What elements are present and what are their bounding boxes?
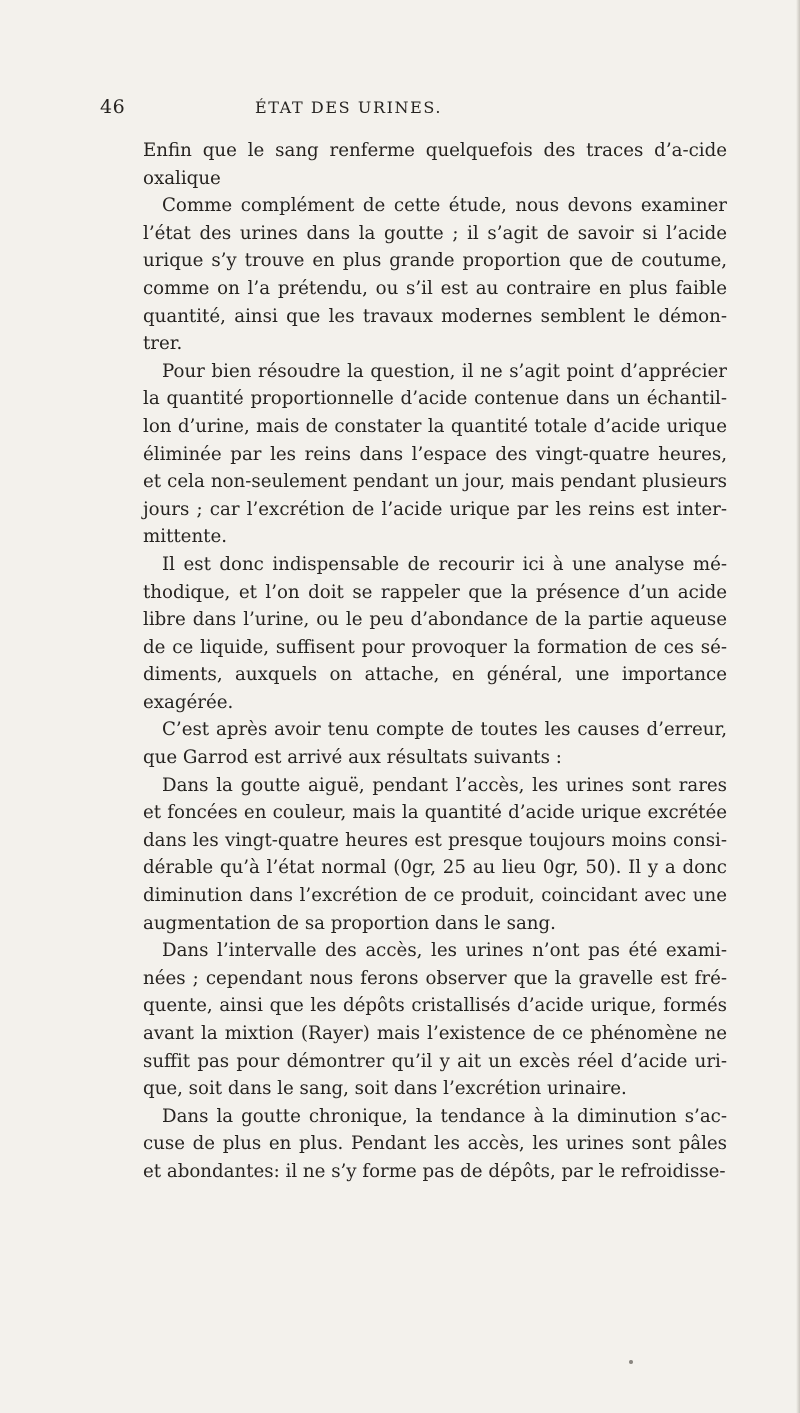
paragraph-chronic-gout: Dans la goutte chronique, la tendance à la diminution s’ac-cuse de plus en plus. Pendant les accès, les urines sont pâles et abondantes: il ne s’y forme pas de dépôts, par le refroidisse- <box>143 1105 727 1182</box>
paragraph-urine-study: Comme complément de cette étude, nous devons examiner l’état des urines dans la goutte ; il s’agit de savoir si l’acide urique s’y trouve en plus grande proportion que de coutume, comme on l’a prétendu, ou s’il est au contraire en plus faible quantité, ainsi que les travaux modernes semblent le démon-trer. <box>143 195 727 355</box>
paragraph-garrod: C’est après avoir tenu compte de toutes les causes d’erreur, que Garrod est arrivé aux résultats suivants : <box>143 719 727 769</box>
paper-speck <box>629 1360 633 1364</box>
paragraph-method: Pour bien résoudre la question, il ne s’agit point d’apprécier la quantité proportionnelle d’acide contenue dans un échantil-lon d’urine, mais de constater la quantité totale d’acide urique éliminée par les reins dans l’espace des vingt-quatre heures, et cela non-seulement pendant un jour, mais pendant plusieurs jours ; car l’excrétion de l’acide urique par les reins est inter-mittente. <box>143 360 727 548</box>
paragraph-intervals: Dans l’intervalle des accès, les urines n’ont pas été exami-nées ; cependant nous ferons observer que la gravelle est fré-quente, ainsi que les dépôts cristallisés d’acide urique, formés avant la mixtion (Rayer) mais l’existence de ce phénomène ne suffit pas pour démontrer qu’il y ait un excès réel d’acide uri-que, soit dans le sang, soit dans l’excrétion urinaire. <box>143 940 727 1100</box>
running-title: ÉTAT DES URINES. <box>255 98 443 117</box>
page-header <box>0 96 800 126</box>
page-number: 46 <box>100 96 126 118</box>
body-text <box>143 137 727 1186</box>
paragraph-acute-gout: Dans la goutte aiguë, pendant l’accès, les urines sont rares et foncées en couleur, mais la quantité d’acide urique excrétée dans les vingt-quatre heures est presque toujours moins consi-dérable qu’à l’état normal (0gr, 25 au lieu 0gr, 50). Il y a donc diminution dans l’excrétion de ce produit, coincidant avec une augmentation de sa proportion dans le sang. <box>143 774 727 934</box>
paragraph-analysis: Il est donc indispensable de recourir ici à une analyse mé-thodique, et l’on doit se rappeler que la présence d’un acide libre dans l’urine, ou le peu d’abondance de la partie aqueuse de ce liquide, suffisent pour provoquer la formation de ces sé-diments, auxquels on attache, en général, une importance exagérée. <box>143 553 727 713</box>
paragraph-oxalic-acid: Enfin que le sang renferme quelquefois des traces d’a-cide oxalique <box>143 140 727 189</box>
page-edge-shadow <box>796 0 800 1413</box>
